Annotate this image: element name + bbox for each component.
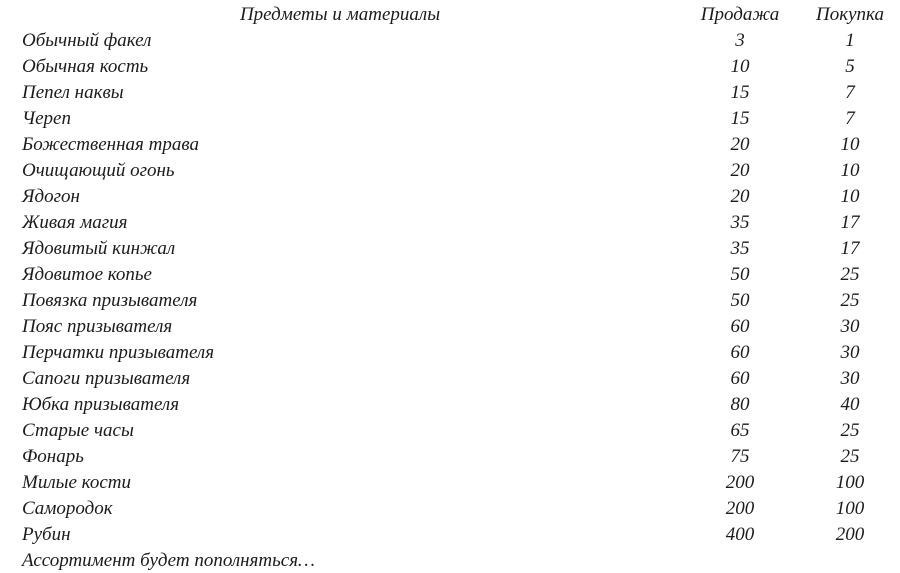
item-name: Повязка призывателя [22,290,198,311]
item-name: Старые часы [22,420,134,441]
footer-note: Ассортимент будет пополняться… [22,550,315,571]
item-sell-price: 400 [725,524,755,545]
item-buy-price: 30 [840,316,860,337]
item-buy-price: 10 [840,160,860,181]
item-buy-price: 100 [835,472,865,493]
table-row [0,28,900,54]
item-name: Живая магия [22,212,128,233]
item-name: Божественная трава [22,134,199,155]
table-row [0,80,900,106]
item-name: Рубин [22,524,71,545]
table-row [0,444,900,470]
item-sell-price: 20 [730,186,750,207]
table-row [0,132,900,158]
item-buy-price: 7 [845,82,855,103]
item-name: Череп [22,108,71,129]
item-buy-price: 17 [840,238,860,259]
item-sell-price: 15 [730,108,750,129]
item-name: Перчатки призывателя [22,342,215,363]
item-name: Обычный факел [22,30,152,51]
table-row [0,158,900,184]
table-row [0,288,900,314]
table-row [0,470,900,496]
table-row [0,184,900,210]
item-buy-price: 1 [845,30,855,51]
item-buy-price: 17 [840,212,860,233]
item-sell-price: 75 [730,446,750,467]
item-name: Юбка призывателя [22,394,180,415]
item-sell-price: 200 [725,472,755,493]
table-row [0,418,900,444]
item-name: Ядовитое копье [22,264,152,285]
table-row [0,392,900,418]
table-row [0,54,900,80]
item-buy-price: 100 [835,498,865,519]
table-row [0,522,900,548]
table-row [0,262,900,288]
item-sell-price: 60 [730,316,750,337]
item-sell-price: 10 [730,56,750,77]
column-header-items: Предметы и материалы [239,4,441,25]
item-buy-price: 30 [840,342,860,363]
item-buy-price: 40 [840,394,860,415]
item-buy-price: 10 [840,186,860,207]
item-name: Обычная кость [22,56,149,77]
item-name: Пояс призывателя [22,316,173,337]
item-buy-price: 30 [840,368,860,389]
item-buy-price: 25 [840,446,860,467]
item-sell-price: 3 [735,30,745,51]
item-buy-price: 5 [845,56,855,77]
item-sell-price: 50 [730,264,750,285]
table-footer-row [0,548,900,573]
item-name: Сапоги призывателя [22,368,191,389]
table-row [0,236,900,262]
item-buy-price: 25 [840,420,860,441]
table-row [0,366,900,392]
item-name: Самородок [22,498,113,519]
table-row [0,340,900,366]
item-name: Милые кости [22,472,131,493]
item-sell-price: 20 [730,134,750,155]
item-sell-price: 50 [730,290,750,311]
item-sell-price: 80 [730,394,750,415]
item-sell-price: 65 [730,420,750,441]
item-name: Очищающий огонь [22,160,175,181]
table-header-row [0,2,900,28]
column-header-buy: Покупка [816,4,884,25]
item-name: Ядогон [22,186,80,207]
item-buy-price: 25 [840,264,860,285]
item-name: Фонарь [22,446,84,467]
item-buy-price: 10 [840,134,860,155]
item-buy-price: 200 [835,524,865,545]
table-row [0,210,900,236]
item-name: Ядовитый кинжал [22,238,176,259]
item-sell-price: 35 [730,238,750,259]
item-sell-price: 200 [725,498,755,519]
table-row [0,314,900,340]
item-sell-price: 60 [730,368,750,389]
item-sell-price: 35 [730,212,750,233]
item-buy-price: 7 [845,108,855,129]
item-buy-price: 25 [840,290,860,311]
price-table [0,2,900,573]
item-name: Пепел наквы [22,82,124,103]
column-header-sell: Продажа [700,4,780,25]
item-sell-price: 60 [730,342,750,363]
table-row [0,496,900,522]
item-sell-price: 15 [730,82,750,103]
item-sell-price: 20 [730,160,750,181]
table-row [0,106,900,132]
